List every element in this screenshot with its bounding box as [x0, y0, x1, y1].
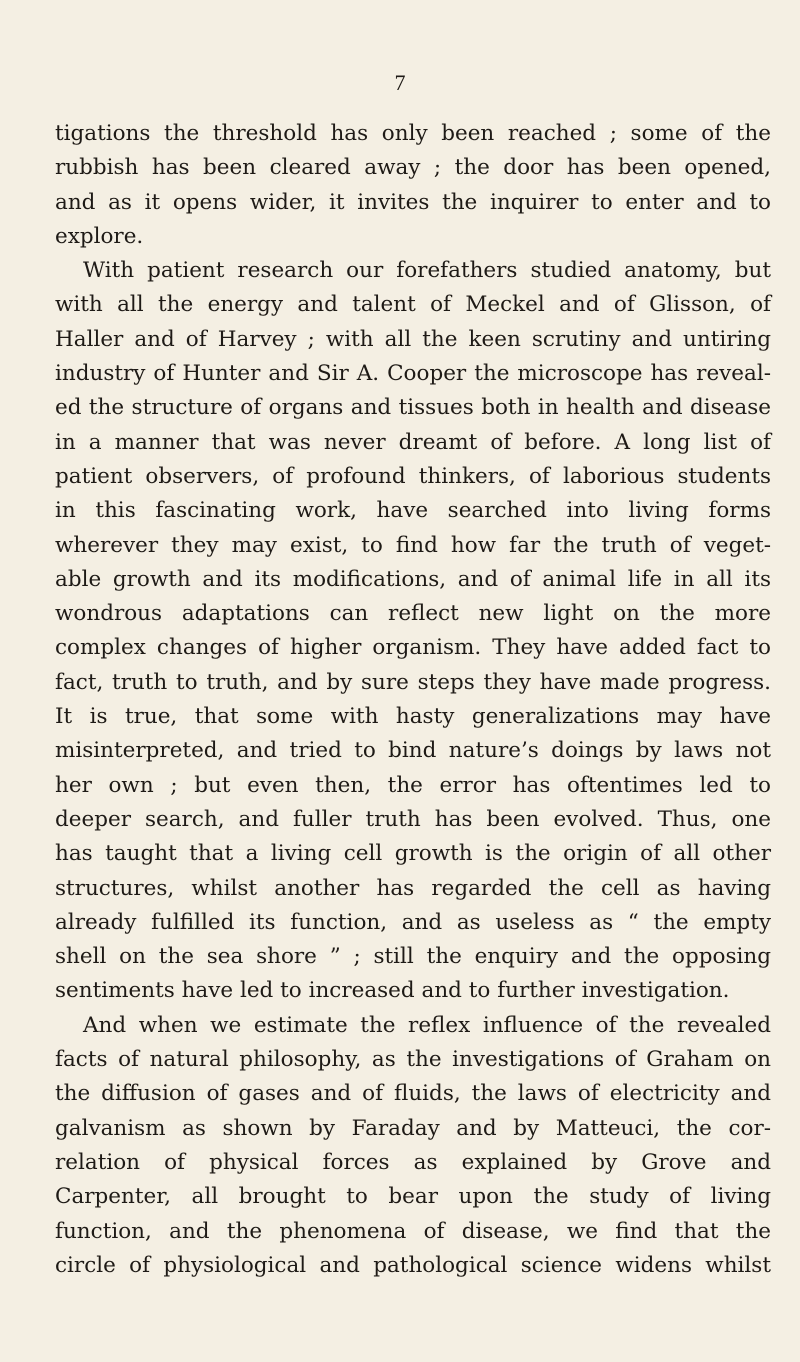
text-line: misinterpreted, and tried to bind nature’s doings by laws not	[55, 738, 771, 764]
body-text	[55, 117, 771, 1283]
text-line: already fulfilled its function, and as useless as “ the empty	[55, 909, 771, 935]
text-line: industry of Hunter and Sir A. Cooper the microscope has reveal-	[55, 361, 771, 387]
text-line: structures, whilst another has regarded the cell as having	[55, 875, 771, 901]
text-line: wherever they may exist, to find how far the truth of veget-	[55, 532, 771, 558]
text-line: With patient research our forefathers studied anatomy, but	[83, 258, 771, 284]
text-line: relation of physical forces as explained by Grove and	[55, 1149, 771, 1175]
text-line: function, and the phenomena of disease, we find that the	[55, 1218, 771, 1244]
text-line: wondrous adaptations can reflect new light on the more	[55, 601, 771, 627]
text-line: sentiments have led to increased and to further investigation.	[55, 978, 730, 1004]
text-line: shell on the sea shore ” ; still the enquiry and the opposing	[55, 944, 771, 970]
text-line: circle of physiological and pathological science widens whilst	[55, 1252, 771, 1278]
text-line: has taught that a living cell growth is the origin of all other	[55, 841, 771, 867]
text-line: rubbish has been cleared away ; the door has been opened,	[55, 155, 771, 181]
text-line: with all the energy and talent of Meckel and of Glisson, of	[55, 292, 771, 318]
text-line: explore.	[55, 223, 144, 249]
text-line: And when we estimate the reflex influence of the revealed	[83, 1012, 771, 1038]
text-line: Carpenter, all brought to bear upon the study of living	[55, 1184, 771, 1210]
text-line: and as it opens wider, it invites the inquirer to enter and to	[55, 189, 771, 215]
text-line: facts of natural philosophy, as the investigations of Graham on	[55, 1047, 771, 1073]
text-line: the diffusion of gases and of fluids, the laws of electricity and	[55, 1081, 771, 1107]
text-line: ed the structure of organs and tissues both in health and disease	[55, 395, 771, 421]
text-line: complex changes of higher organism. They have added fact to	[55, 635, 771, 661]
text-line: Haller and of Harvey ; with all the keen scrutiny and untiring	[55, 326, 771, 352]
text-line: tigations the threshold has only been reached ; some of the	[55, 121, 771, 146]
page-number: 7	[394, 70, 406, 95]
text-line: patient observers, of profound thinkers, of laborious students	[55, 463, 771, 489]
text-line: galvanism as shown by Faraday and by Matteuci, the cor-	[55, 1115, 771, 1141]
text-line: deeper search, and fuller truth has been evolved. Thus, one	[55, 806, 771, 832]
text-line: able growth and its modifications, and of animal life in all its	[55, 566, 771, 592]
text-line: fact, truth to truth, and by sure steps they have made progress.	[55, 669, 771, 695]
text-line: in this fascinating work, have searched into living forms	[55, 498, 771, 524]
text-line: in a manner that was never dreamt of before. A long list of	[55, 429, 771, 455]
text-line: her own ; but even then, the error has oftentimes led to	[55, 772, 771, 798]
text-line: It is true, that some with hasty generalizations may have	[55, 704, 771, 730]
